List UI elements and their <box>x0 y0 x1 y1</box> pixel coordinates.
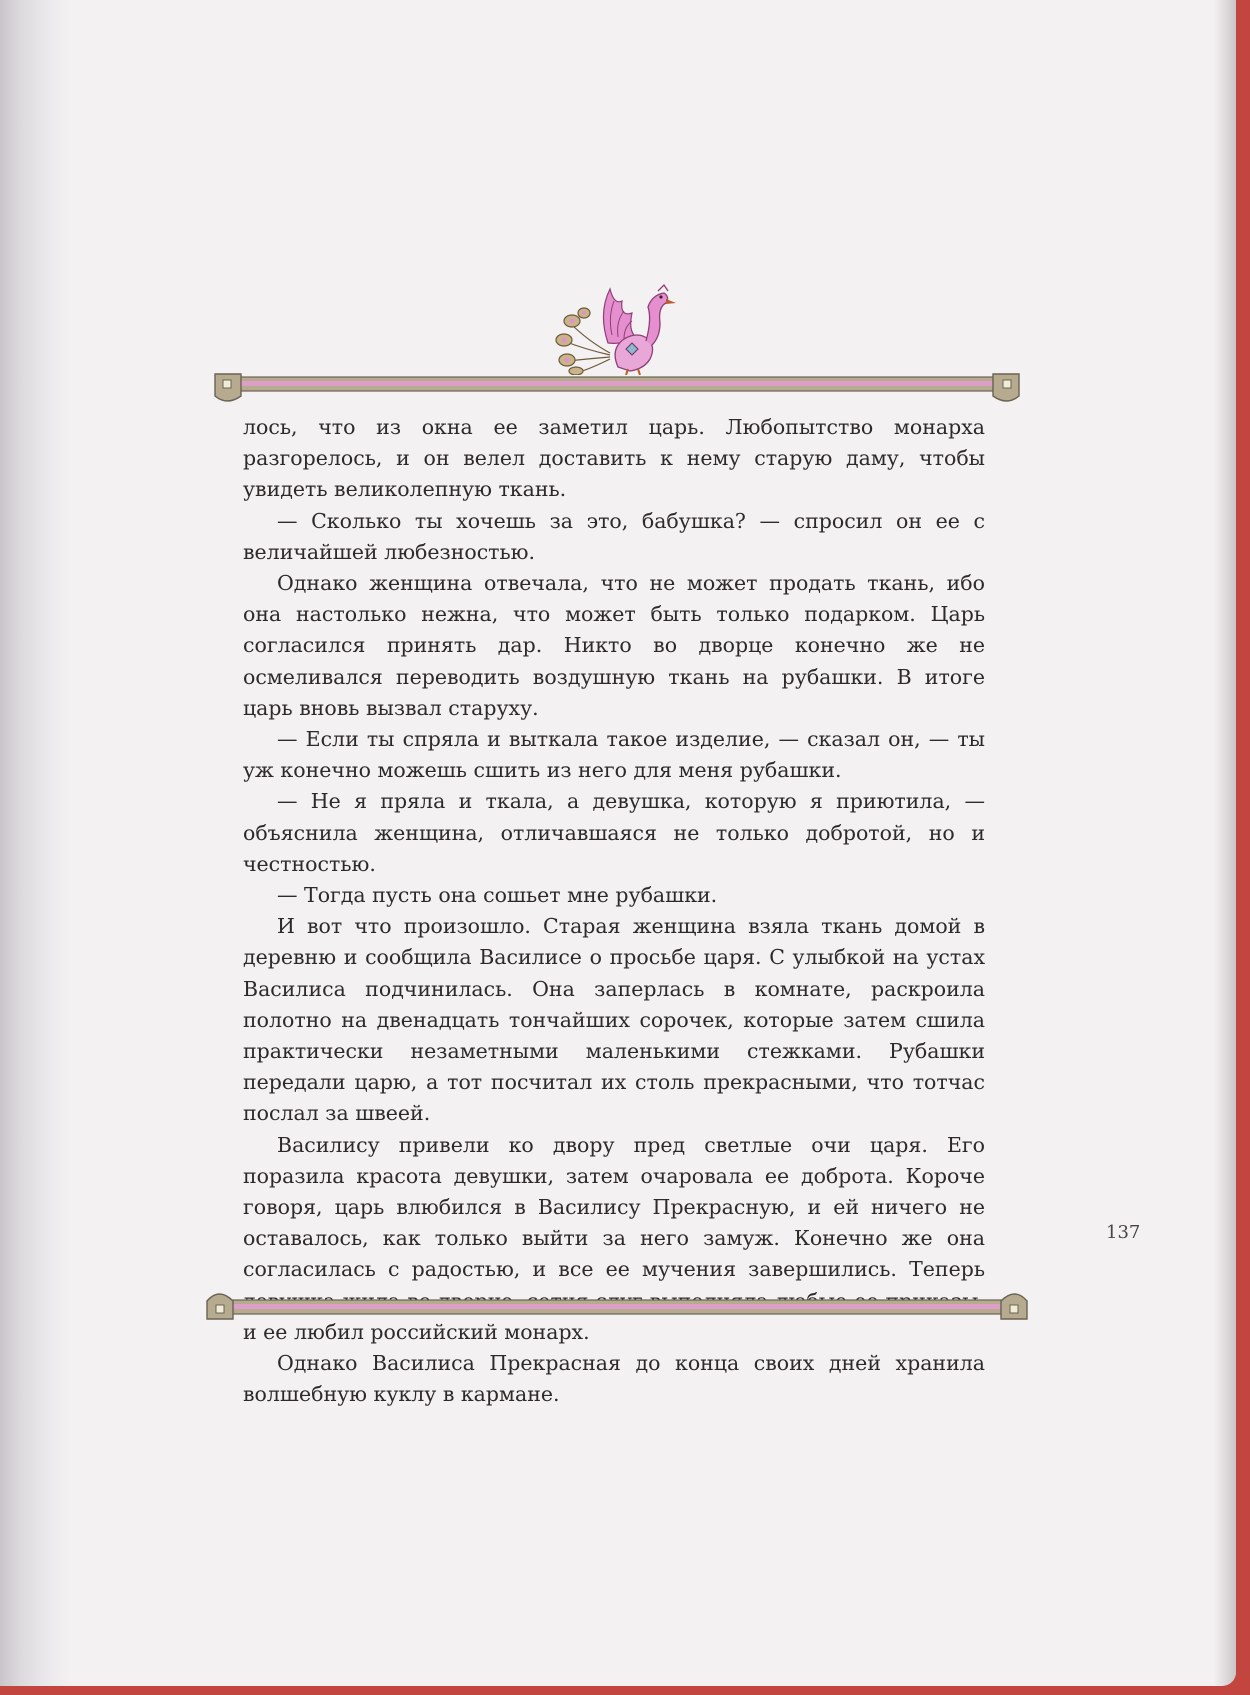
paragraph: — Не я пряла и ткала, а девушка, которую я приютила, — объяснила женщина, отличавшаяся не только добротой, но и честностью. <box>243 789 985 876</box>
firebird-icon <box>548 283 680 375</box>
ornamental-rule-top <box>213 368 1021 406</box>
ornamental-rule-bottom <box>205 1283 1029 1325</box>
page-edge-shadow <box>1214 0 1236 1686</box>
body-text <box>243 412 985 1411</box>
paragraph: — Тогда пусть она сошьет мне рубашки. <box>277 883 718 908</box>
page-spine-shadow <box>0 0 70 1686</box>
paragraph: Василису привели ко двору пред светлые очи царя. Его поразила красота девушки, затем очаровала ее доброта. Короче говоря, царь влюбился в Василису Прекрасную, и ей ничего не оставалось, как только выйти за него замуж. Конечно же она согласилась с радостью, и все ее мучения завершились. Теперь и ее любил российский монарх. <box>243 1132 985 1344</box>
page-number: 137 <box>1106 1222 1141 1243</box>
paragraph: Однако женщина отвечала, что не может продать ткань, ибо она настолько нежна, что может быть только подарком. Царь согласился принять дар. Никто во дворце конечно же не осмеливался переводить воздушную ткань на рубашки. В итоге царь вновь вызвал старуху. <box>243 571 985 720</box>
paragraph: — Если ты спряла и выткала такое изделие, — сказал он, — ты уж конечно можешь сшить из него для меня рубашки. <box>243 727 985 783</box>
paragraph: лось, что из окна ее заметил царь. Любопытство монарха разгорелось, и он велел доставить к нему старую даму, чтобы увидеть великолепную ткань. <box>243 415 985 502</box>
paragraph: И вот что произошло. Старая женщина взяла ткань домой в деревню и сообщила Василисе о просьбе царя. С улыбкой на устах Василиса подчинилась. Она заперлась в комнате, раскроила полотно на двенадцать тончайших сорочек, которые затем сшила практически незаметными маленькими стежками. Рубашки передали царю, а тот посчитал их столь прекрасными, что тотчас послал за швеей. <box>243 914 985 1126</box>
paragraph: — Сколько ты хочешь за это, бабушка? — спросил он ее с величайшей любезностью. <box>243 508 985 564</box>
paragraph: Однако Василиса Прекрасная до конца своих дней хранила волшебную куклу в кармане. <box>243 1351 985 1407</box>
